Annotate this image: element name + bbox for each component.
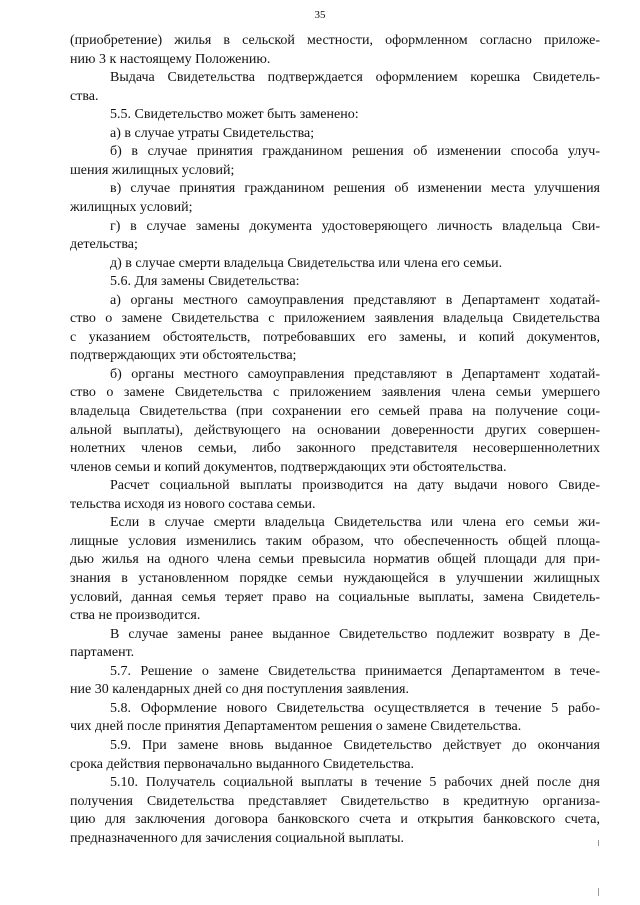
text-line: нолетних членов семьи, либо законного представителя несовершеннолетних	[70, 441, 600, 457]
text-line: 5.9. При замене вновь выданное Свидетельство действует до окончания	[110, 737, 600, 753]
text-line: 5.5. Свидетельство может быть заменено:	[110, 107, 359, 123]
text-line: с указанием обстоятельств, потребовавших его замены, и копий документов,	[70, 329, 600, 345]
text-line: д) в случае смерти владельца Свидетельства или члена его семьи.	[110, 255, 503, 271]
text-line: срока действия первоначально выданного Свидетельства.	[70, 756, 415, 772]
text-line: (приобретение) жилья в сельской местности, оформленном согласно приложе-	[70, 33, 600, 48]
text-line: ства не производится.	[70, 608, 201, 624]
text-line: Расчет социальной выплаты производится на дату выдачи нового Свиде-	[110, 478, 600, 494]
text-line: В случае замены ранее выданное Свидетельство подлежит возврату в Де-	[110, 626, 600, 642]
text-line: Выдача Свидетельства подтверждается оформлением корешка Свидетель-	[110, 70, 600, 86]
text-line: ства.	[70, 88, 99, 104]
text-line: в) случае принятия гражданином решения об изменении места улучшения	[110, 181, 600, 197]
scan-mark	[598, 840, 599, 846]
text-line: чих дней после принятия Департаментом решения о замене Свидетельства.	[70, 719, 522, 735]
text-line: членов семьи и копий документов, подтверждающих эти обстоятельства.	[70, 459, 507, 475]
text-line: ство о замене Свидетельства с приложением заявления владельца Свидетельства	[70, 311, 600, 327]
text-line: знания в установленном порядке семьи нуждающейся в улучшении жилищных	[70, 571, 600, 586]
text-line: 5.6. Для замены Свидетельства:	[110, 274, 300, 290]
text-line: шения жилищных условий;	[70, 162, 235, 178]
text-line: б) в случае принятия гражданином решения об изменении способа улуч-	[110, 144, 600, 160]
text-line: Если в случае смерти владельца Свидетельства или члена его семьи жи-	[110, 515, 600, 531]
text-line: лищные условия изменились таким образом, что обеспеченность общей площа-	[70, 533, 600, 549]
text-line: а) органы местного самоуправления представляют в Департамент ходатай-	[110, 292, 600, 308]
text-line: 5.10. Получатель социальной выплаты в течение 5 рабочих дней после дня	[110, 775, 600, 790]
text-line: тельства исходя из нового состава семьи.	[70, 496, 316, 512]
text-line: жилищных условий;	[70, 200, 193, 215]
text-line: дью жилья на одного члена семьи превысила норматив общей площади для при-	[70, 552, 600, 568]
text-line: а) в случае утраты Свидетельства;	[110, 125, 315, 141]
text-line: б) органы местного самоуправления представляют в Департамент ходатай-	[110, 366, 600, 382]
text-line: ние 30 календарных дней со дня поступления заявления.	[70, 682, 409, 698]
text-line: условий, данная семья теряет право на социальные выплаты, замена Свидетель-	[70, 589, 600, 605]
text-line: детельства;	[70, 237, 138, 253]
text-line: 5.8. Оформление нового Свидетельства осуществляется в течение 5 рабо-	[110, 700, 600, 716]
text-line: получения Свидетельства представляет Свидетельство в кредитную организа-	[70, 793, 600, 809]
text-line: владельца Свидетельства (при сохранении его семьей права на получение соци-	[70, 404, 600, 419]
text-line: нию 3 к настоящему Положению.	[70, 51, 271, 67]
text-line: альной выплаты), действующего на основании доверенности других совершен-	[70, 422, 600, 438]
text-line: подтверждающих эти обстоятельства;	[70, 348, 297, 364]
scan-mark	[598, 888, 599, 896]
text-line: г) в случае замены документа удостоверяющего личность владельца Сви-	[110, 218, 600, 234]
page-number: 35	[314, 9, 326, 21]
text-line: 5.7. Решение о замене Свидетельства принимается Департаментом в тече-	[110, 663, 600, 679]
text-line: предназначенного для зачисления социальной выплаты.	[70, 830, 405, 846]
text-line: ство о замене Свидетельства с приложением заявления члена семьи умершего	[70, 385, 600, 401]
text-line: цию для заключения договора банковского счета и открытия банковского счета,	[70, 812, 600, 828]
text-line: партамент.	[70, 645, 135, 661]
